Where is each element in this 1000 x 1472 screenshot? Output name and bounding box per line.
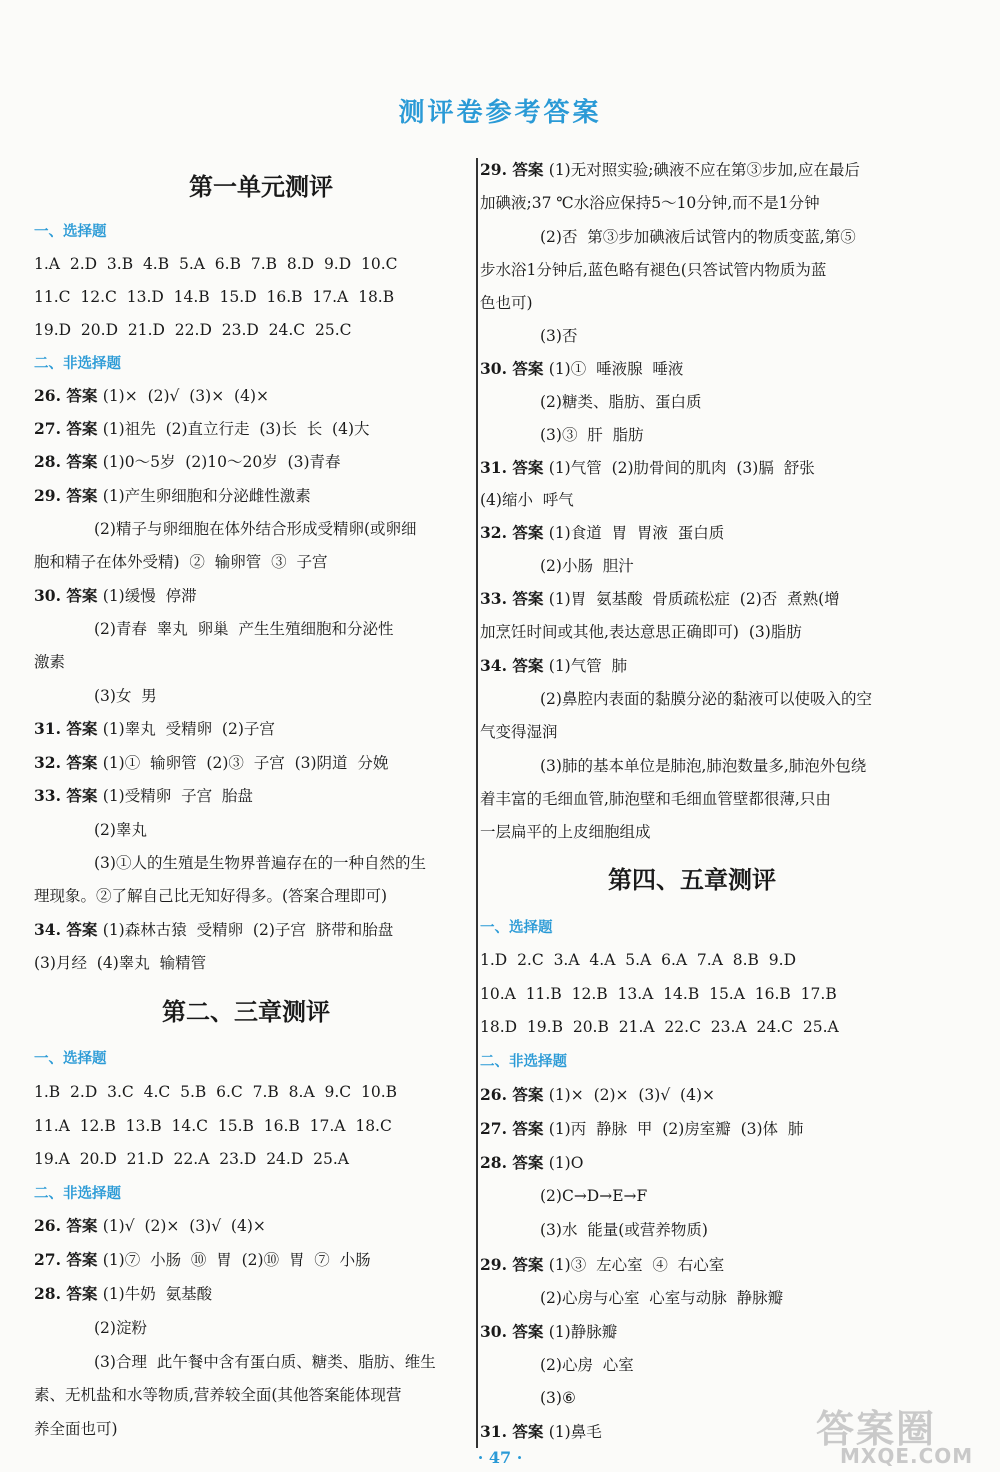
answer-continuation: 激素 — [34, 653, 66, 671]
answer-text: (1)牛奶 氨基酸 — [102, 1285, 213, 1303]
answer-continuation: 一层扁平的上皮细胞组成 — [480, 823, 651, 841]
answer-text: (1)森林古猿 受精卵 (2)子宫 脐带和胎盘 — [102, 921, 394, 939]
question-number: 27. 答案 — [34, 1250, 103, 1269]
answer-continuation: 色也可) — [480, 294, 533, 312]
answer-text: (1)① 输卵管 (2)③ 子宫 (3)阴道 分娩 — [102, 754, 389, 772]
answer-line — [34, 486, 311, 506]
answer-continuation: 步水浴1分钟后,蓝色略有褪色(只答试管内物质为蓝 — [480, 261, 827, 279]
answer-text: (1)祖先 (2)直立行走 (3)长 长 (4)大 — [102, 420, 370, 438]
question-number: 30. 答案 — [34, 586, 103, 605]
question-number: 32. 答案 — [480, 523, 549, 542]
question-number: 29. 答案 — [480, 160, 549, 179]
answer-continuation: (3)合理 此午餐中含有蛋白质、糖类、脂肪、维生 — [94, 1353, 436, 1371]
question-number: 34. 答案 — [480, 656, 549, 675]
answer-continuation: 着丰富的毛细血管,肺泡壁和毛细血管壁都很薄,只由 — [480, 790, 831, 808]
answer-line — [34, 452, 341, 472]
answer-continuation: 理现象。②了解自己比无知好得多。(答案合理即可) — [34, 887, 388, 905]
multiple-choice-answers: 10.A 11.B 12.B 13.A 14.B 15.A 16.B 17.B — [480, 985, 837, 1003]
answer-line — [34, 1284, 212, 1304]
multiple-choice-answers: 19.A 20.D 21.D 22.A 23.D 24.D 25.A — [34, 1150, 349, 1168]
answer-text: (1)鼻毛 — [548, 1423, 602, 1441]
answer-continuation: (3)③ 肝 脂肪 — [540, 426, 644, 444]
page-title: 测评卷参考答案 — [398, 98, 602, 128]
answer-line — [480, 1255, 724, 1275]
answer-line — [34, 419, 370, 439]
answer-line — [34, 786, 253, 806]
section-heading: 一、选择题 — [480, 920, 553, 936]
answer-continuation: (4)缩小 呼气 — [480, 491, 574, 509]
answer-text: (1)× (2)× (3)√ (4)× — [548, 1086, 715, 1104]
answer-text: (1)× (2)√ (3)× (4)× — [102, 387, 269, 405]
answer-text: (1)受精卵 子宫 胎盘 — [102, 787, 253, 805]
chapter-heading: 第二、三章测评 — [162, 998, 330, 1026]
answer-line — [480, 1422, 602, 1442]
answer-line — [480, 1085, 715, 1105]
answer-text: (1)无对照实验;碘液不应在第③步加,应在最后 — [548, 161, 860, 179]
answer-line — [34, 1250, 371, 1270]
chapter-heading: 第四、五章测评 — [608, 866, 776, 894]
answer-line — [34, 920, 393, 940]
watermark-logo — [806, 1398, 990, 1468]
answer-line — [480, 160, 860, 180]
multiple-choice-answers: 18.D 19.B 20.B 21.A 22.C 23.A 24.C 25.A — [480, 1018, 839, 1036]
answer-continuation: (3)月经 (4)睾丸 输精管 — [34, 954, 207, 972]
answer-text: (1)气管 肺 — [548, 657, 628, 675]
answer-line — [34, 1216, 266, 1236]
answer-continuation: (3)⑥ — [540, 1389, 576, 1407]
answer-text: (1)静脉瓣 — [548, 1323, 618, 1341]
answer-text: (1)③ 左心室 ④ 右心室 — [548, 1256, 725, 1274]
answer-line — [34, 719, 275, 739]
answer-text: (1)O — [548, 1154, 584, 1172]
answer-line — [480, 458, 815, 478]
answer-continuation: (2)C→D→E→F — [540, 1187, 648, 1205]
answer-line — [34, 386, 269, 406]
answer-continuation: (2)鼻腔内表面的黏膜分泌的黏液可以使吸入的空 — [540, 690, 872, 708]
answer-line — [34, 753, 388, 773]
answer-continuation: (3)水 能量(或营养物质) — [540, 1221, 708, 1239]
page-number: · 47 · — [477, 1448, 523, 1467]
answer-line — [480, 589, 840, 609]
answer-text: (1)缓慢 停滞 — [102, 587, 197, 605]
answer-text: (1)0～5岁 (2)10～20岁 (3)青春 — [102, 453, 341, 471]
answer-continuation: (3)肺的基本单位是肺泡,肺泡数量多,肺泡外包绕 — [540, 757, 867, 775]
section-heading: 二、非选择题 — [34, 1186, 121, 1202]
answer-text: (1)胃 氨基酸 骨质疏松症 (2)否 煮熟(增 — [548, 590, 840, 608]
answer-continuation: (2)心房与心室 心室与动脉 静脉瓣 — [540, 1289, 784, 1307]
answer-continuation: (2)睾丸 — [94, 821, 147, 839]
multiple-choice-answers: 1.A 2.D 3.B 4.B 5.A 6.B 7.B 8.D 9.D 10.C — [34, 255, 398, 273]
question-number: 26. 答案 — [34, 386, 103, 405]
question-number: 29. 答案 — [34, 486, 103, 505]
answer-text: (1)睾丸 受精卵 (2)子宫 — [102, 720, 275, 738]
answer-continuation: (3)否 — [540, 327, 578, 345]
answer-text: (1)① 唾液腺 唾液 — [548, 360, 684, 378]
answer-continuation: 胞和精子在体外受精) ② 输卵管 ③ 子宫 — [34, 553, 328, 571]
question-number: 28. 答案 — [480, 1153, 549, 1172]
question-number: 31. 答案 — [480, 458, 549, 477]
column-divider — [476, 158, 478, 1448]
watermark-text: 答案圈 — [816, 1407, 937, 1451]
question-number: 30. 答案 — [480, 359, 549, 378]
answer-text: (1)⑦ 小肠 ⑩ 胃 (2)⑩ 胃 ⑦ 小肠 — [102, 1251, 371, 1269]
question-number: 28. 答案 — [34, 452, 103, 471]
answer-line — [480, 1153, 583, 1173]
answer-continuation: (2)精子与卵细胞在体外结合形成受精卵(或卵细 — [94, 520, 417, 538]
watermark-url: MXQE.COM — [840, 1444, 974, 1468]
question-number: 33. 答案 — [34, 786, 103, 805]
answer-text: (1)气管 (2)肋骨间的肌肉 (3)膈 舒张 — [548, 459, 815, 477]
question-number: 26. 答案 — [34, 1216, 103, 1235]
question-number: 30. 答案 — [480, 1322, 549, 1341]
answer-continuation: (2)淀粉 — [94, 1319, 147, 1337]
answer-continuation: 气变得湿润 — [480, 723, 558, 741]
answer-text: (1)丙 静脉 甲 (2)房室瓣 (3)体 肺 — [548, 1120, 804, 1138]
answer-line — [480, 656, 627, 676]
answer-continuation: (2)否 第③步加碘液后试管内的物质变蓝,第⑤ — [540, 228, 856, 246]
answer-line — [480, 1119, 803, 1139]
question-number: 27. 答案 — [34, 419, 103, 438]
question-number: 32. 答案 — [34, 753, 103, 772]
question-number: 26. 答案 — [480, 1085, 549, 1104]
answer-continuation: (3)①人的生殖是生物界普遍存在的一种自然的生 — [94, 854, 426, 872]
question-number: 28. 答案 — [34, 1284, 103, 1303]
section-heading: 一、选择题 — [34, 224, 107, 240]
question-number: 33. 答案 — [480, 589, 549, 608]
answer-continuation: (2)小肠 胆汁 — [540, 557, 634, 575]
answer-continuation: 加烹饪时间或其他,表达意思正确即可) (3)脂肪 — [480, 623, 802, 641]
answer-continuation: 养全面也可) — [34, 1420, 118, 1438]
answer-line — [480, 359, 683, 379]
answer-text: (1)产生卵细胞和分泌雌性激素 — [102, 487, 311, 505]
answer-text: (1)√ (2)× (3)√ (4)× — [102, 1217, 266, 1235]
multiple-choice-answers: 1.D 2.C 3.A 4.A 5.A 6.A 7.A 8.B 9.D — [480, 951, 797, 969]
question-number: 31. 答案 — [34, 719, 103, 738]
question-number: 29. 答案 — [480, 1255, 549, 1274]
answer-continuation: (2)糖类、脂肪、蛋白质 — [540, 393, 702, 411]
answer-text: (1)食道 胃 胃液 蛋白质 — [548, 524, 725, 542]
section-heading: 二、非选择题 — [34, 356, 121, 372]
answer-continuation: 加碘液;37 ℃水浴应保持5～10分钟,而不是1分钟 — [480, 194, 820, 212]
section-heading: 二、非选择题 — [480, 1054, 567, 1070]
multiple-choice-answers: 19.D 20.D 21.D 22.D 23.D 24.C 25.C — [34, 321, 352, 339]
answer-line — [480, 523, 724, 543]
section-heading: 一、选择题 — [34, 1051, 107, 1067]
answer-line — [480, 1322, 617, 1342]
multiple-choice-answers: 11.C 12.C 13.D 14.B 15.D 16.B 17.A 18.B — [34, 288, 395, 306]
chapter-heading: 第一单元测评 — [189, 173, 333, 201]
answer-line — [34, 586, 197, 606]
question-number: 34. 答案 — [34, 920, 103, 939]
multiple-choice-answers: 1.B 2.D 3.C 4.C 5.B 6.C 7.B 8.A 9.C 10.B — [34, 1083, 398, 1101]
answer-continuation: 素、无机盐和水等物质,营养较全面(其他答案能体现营 — [34, 1386, 402, 1404]
question-number: 27. 答案 — [480, 1119, 549, 1138]
multiple-choice-answers: 11.A 12.B 13.B 14.C 15.B 16.B 17.A 18.C — [34, 1117, 392, 1135]
answer-continuation: (2)心房 心室 — [540, 1356, 634, 1374]
question-number: 31. 答案 — [480, 1422, 549, 1441]
answer-continuation: (2)青春 睾丸 卵巢 产生生殖细胞和分泌性 — [94, 620, 394, 638]
answer-continuation: (3)女 男 — [94, 687, 157, 705]
